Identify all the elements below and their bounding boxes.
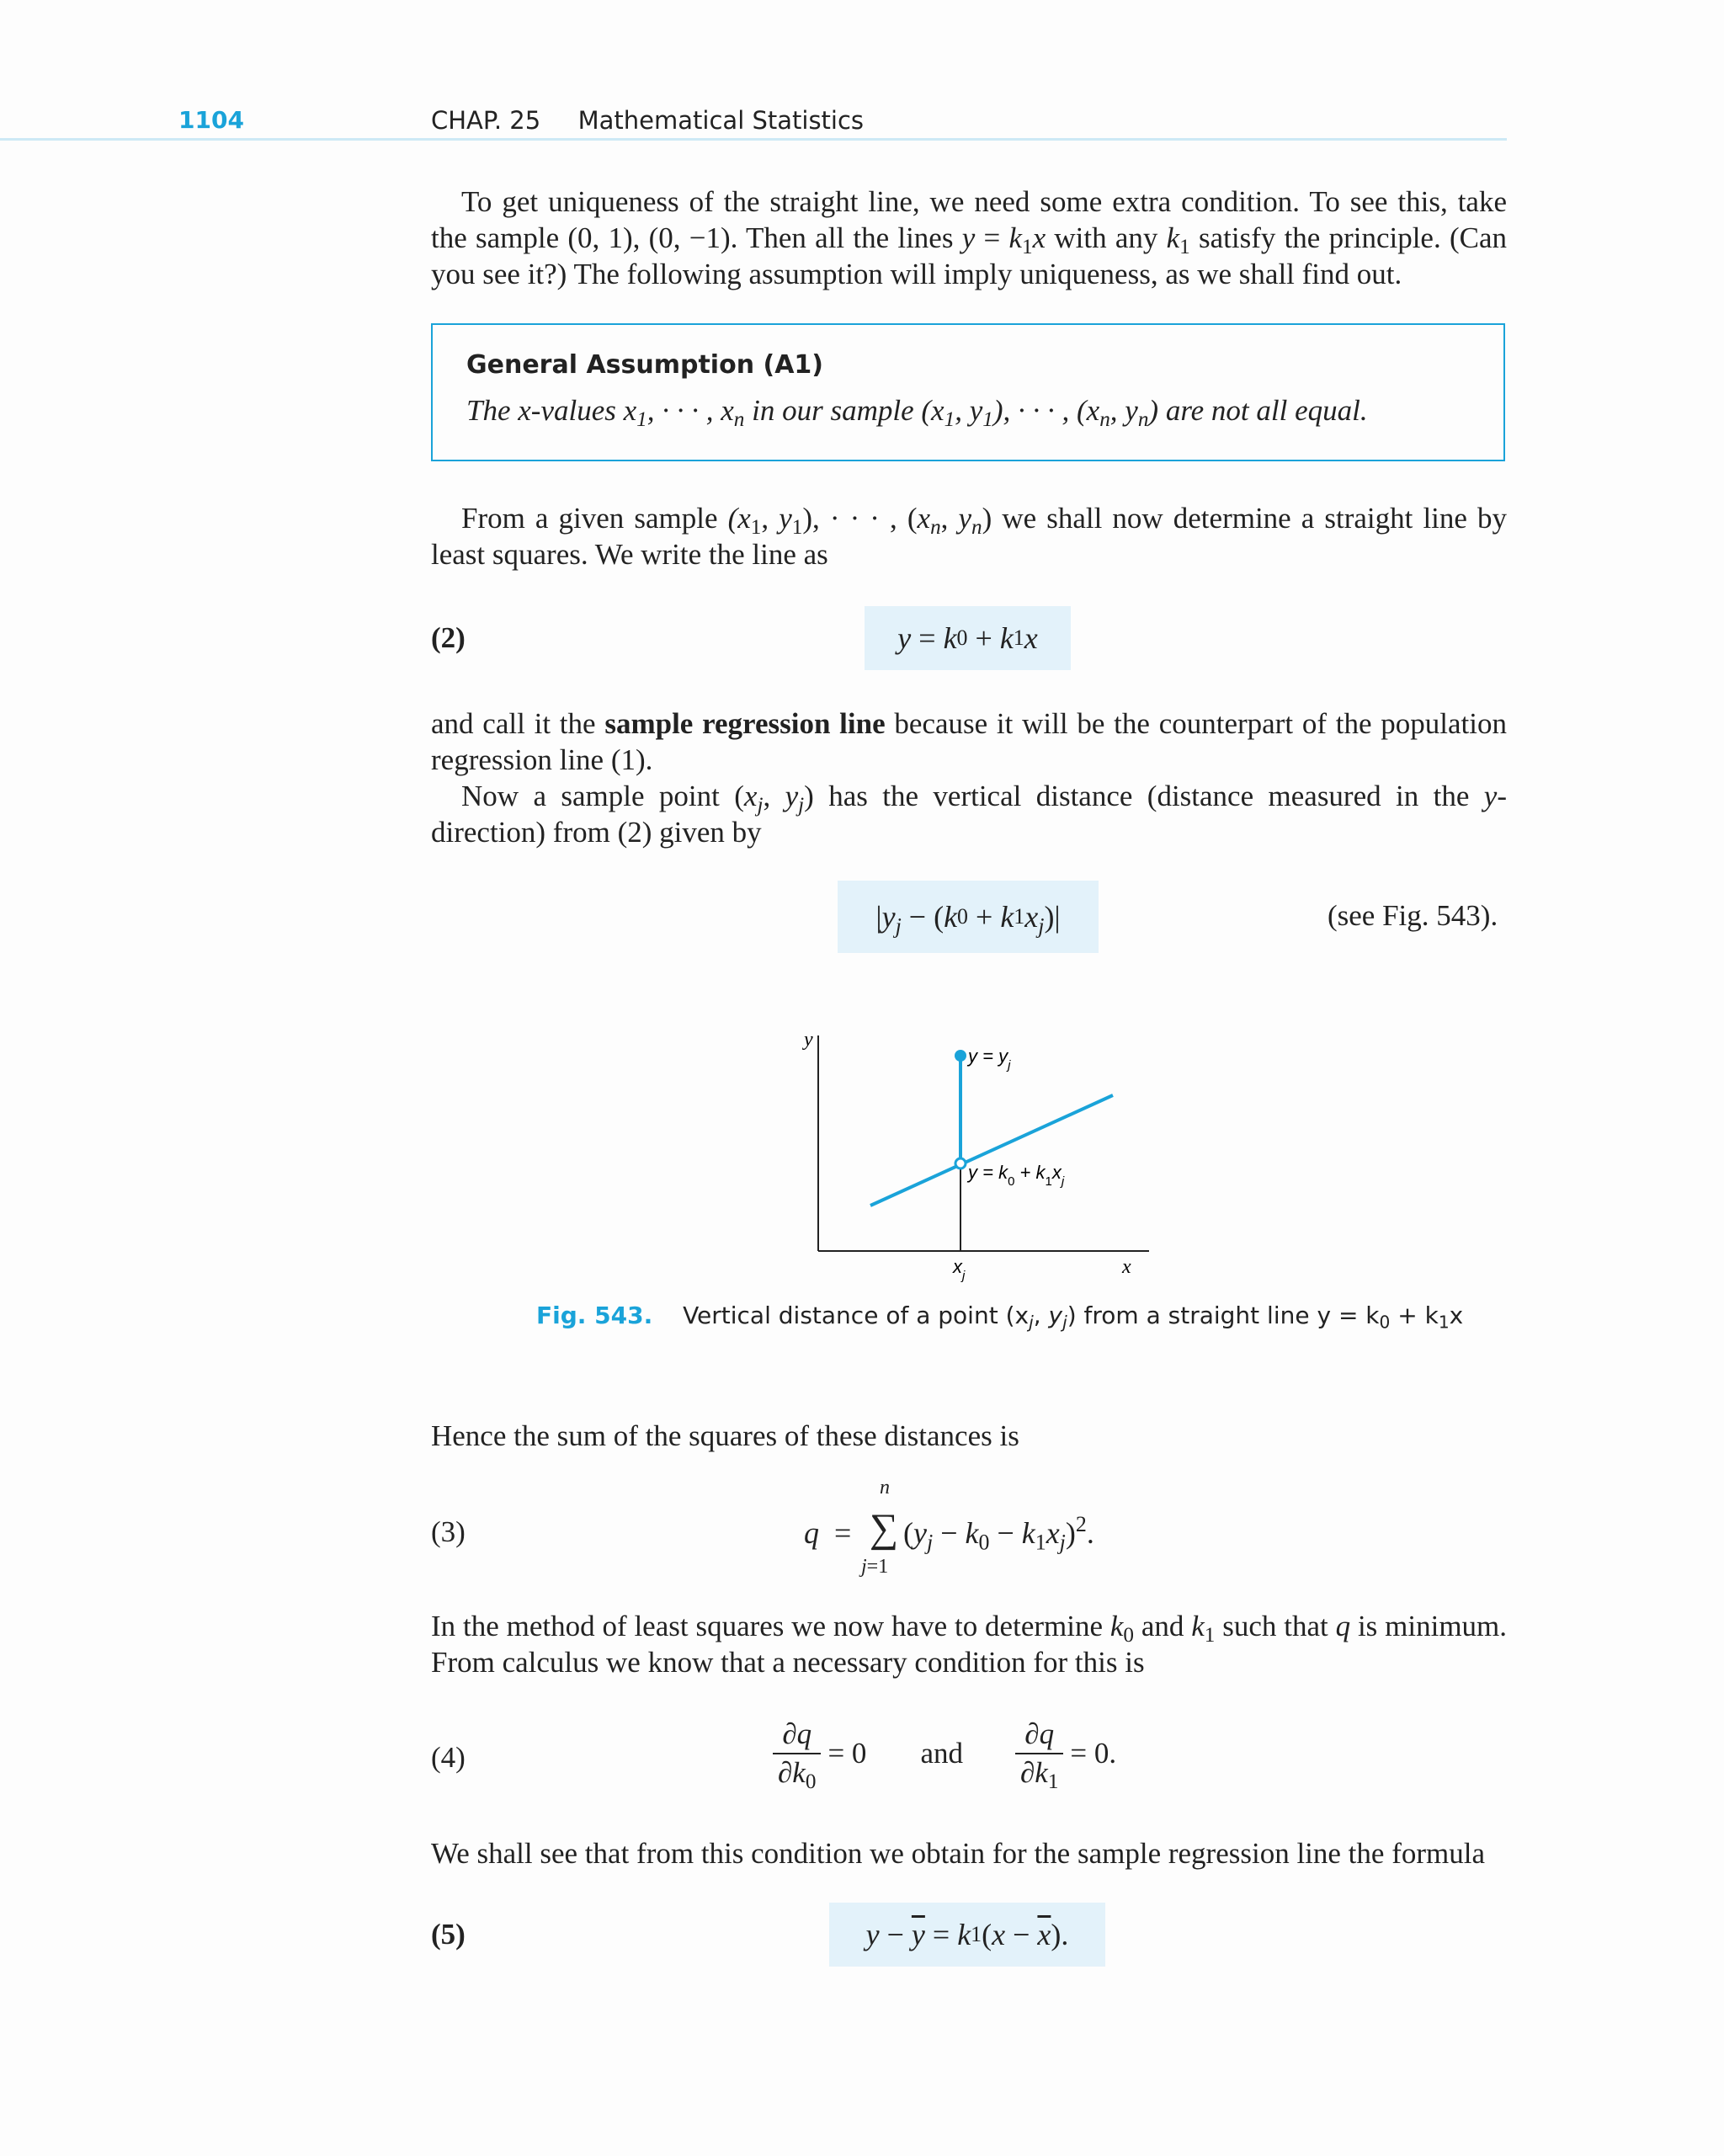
equation-4: $\frac{\partial q}{\partial k_0}$ = 0 and $\frac{\partial q}{\partial k_1}$ = 0. [773, 1717, 1116, 1790]
paragraph-formula: We shall see that from this condition we obtain for the sample regression line the formula [431, 1837, 1485, 1870]
equation-5-box: y − $\overline{y}$ = k 1 ( x − $\overline{x}$ ). [829, 1903, 1105, 1967]
paragraph-uniqueness: To get uniqueness of the straight line, we need some extra condition. To see this, take the sample (0, 1), (0, −1). Then all the lines $y = k_1x$ with any $k_1$ satisfy the principle. (Can you see it?) The following assumption will imply uniqueness, as we shall find out. [431, 185, 1507, 290]
assumption-text: The x-values $x_1$, · · · , $x_n$ in our sample ($x_1$, $y_1$), · · · , ($x_n$, $y_n$) are not all equal. [466, 394, 1368, 432]
equation-number-5: (5) [431, 1918, 466, 1951]
text-run: The x-values [466, 394, 624, 427]
text-run: Now a sample point [461, 780, 735, 812]
text-run: and [1134, 1610, 1192, 1642]
paragraph-vertical-distance: Now a sample point ($x_j$, $y_j$) has the vertical distance (distance measured in the y-direction) from (2) given by [431, 780, 1507, 849]
see-figure-ref: (see Fig. 543). [1328, 899, 1498, 932]
text-run: is minimum. From calculus we know that a necessary condition for this is [431, 1610, 1508, 1679]
text-run: we shall now determine a straight line by least squares. We write the line as [431, 502, 1508, 571]
paragraph-least-squares: From a given sample ($x_1$, $y_1$), · · · , ($x_n$, $y_n$) we shall now determine a straight line by least squares. We write the line as [431, 502, 1508, 571]
line-point [955, 1158, 966, 1168]
paragraph-sum-of-squares: Hence the sum of the squares of these distances is [431, 1419, 1019, 1452]
paragraph-minimize: In the method of least squares we now have to determine $k_0$ and $k_1$ such that q is minimum. From calculus we know that a necessary condition for this is [431, 1610, 1508, 1679]
text-run: with any [1046, 221, 1167, 254]
text-run: In the method of least squares we now have to determine [431, 1610, 1110, 1642]
text-run: and call it the [431, 707, 605, 740]
text-run: satisfy the principle. (Can you see it?) The following assumption will imply uniqueness, as we shall find out. [431, 221, 1507, 290]
and-text: and [920, 1737, 963, 1770]
equation-number-3: (3) [431, 1515, 466, 1548]
caption-text: ) from a straight line y = k [1067, 1302, 1380, 1329]
point-label: $y = y_j$ [968, 1046, 1011, 1073]
header-rule [0, 138, 1507, 141]
regression-line [870, 1095, 1113, 1206]
text-run: From a given sample [461, 502, 728, 535]
chapter-number: CHAP. 25 [431, 106, 541, 135]
x-axis-label: x [1122, 1256, 1131, 1278]
sample-point [955, 1050, 966, 1062]
text-run: in our sample [744, 394, 922, 427]
text-run: To get uniqueness of the straight line, we need some extra condition. To see this, take the sample (0, 1), (0, −1). Then all the lines [431, 185, 1507, 254]
paragraph-regression-line [431, 705, 1507, 778]
equation-2-box: y = k 0 + k 1 x [865, 606, 1071, 670]
term-bold: sample regression line [604, 707, 886, 740]
page-number: 1104 [178, 106, 244, 134]
text-run: has the vertical distance (distance measured in the [813, 780, 1484, 812]
equation-number-2: (2) [431, 621, 466, 654]
assumption-box [431, 323, 1505, 461]
assumption-title: General Assumption (A1) [466, 350, 824, 380]
caption-text: x [1449, 1302, 1464, 1329]
distance-expression-box: | $y_j$ − ( k 0 + k 1 $x_j$ )| [838, 881, 1099, 953]
equation-number-4: (4) [431, 1741, 466, 1774]
caption-text: Vertical distance of a point (x [683, 1302, 1030, 1329]
caption-text: + k [1390, 1302, 1439, 1329]
text-run: because it will be the counterpart of the population regression line (1). [431, 707, 1507, 776]
figure-caption: Fig. 543. Vertical distance of a point ($x_j$, $y_j$) from a straight line $y = k_0 + k_1x$ [536, 1302, 1464, 1333]
text-run: -direction) from (2) given by [431, 780, 1507, 849]
line-label: $y = k_0 + k_1x_j$ [968, 1162, 1065, 1189]
chapter-title: Mathematical Statistics [577, 106, 865, 135]
figure-543 [791, 1019, 1162, 1288]
y-axis-label: y [804, 1029, 813, 1051]
running-head [431, 106, 864, 135]
text-run: such that [1215, 1610, 1336, 1642]
xj-label: $x_j$ [953, 1256, 966, 1283]
text-run: are not all equal. [1158, 394, 1368, 427]
math-line: y [961, 221, 976, 254]
caption-label: Fig. 543. [536, 1302, 653, 1329]
